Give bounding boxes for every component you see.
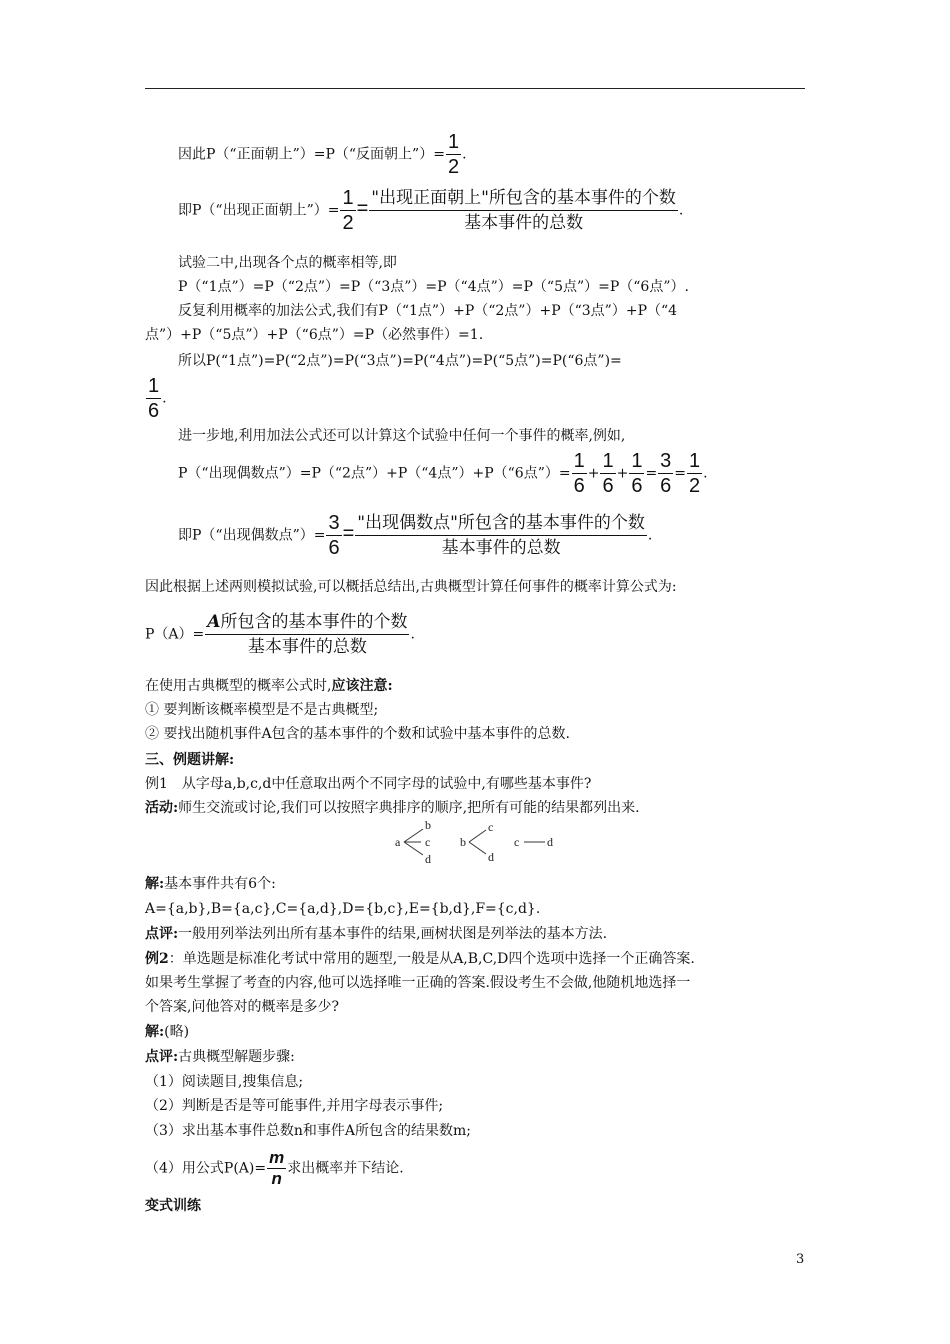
page-number: 3 [796,1252,805,1267]
tree-node-c: c [514,835,520,849]
list-item: （4）用公式P(A)= $\frac{m}{n}$ 求出概率并下结论. [145,1148,404,1188]
fraction: $\frac{1}{6}$ [602,450,614,497]
fraction: $\frac{1}{6}$ [631,450,643,497]
line-general-formula: P（A）= $\frac{\text{A所包含的基本事件的个数}}{\text{基本事件的总数}}$ . [145,612,415,657]
fraction-three-sixths: $\frac{3}{6}$ [328,512,340,559]
tree-node-d: d [547,835,553,849]
section-heading: 变式训练 [145,1198,201,1214]
list-item: ② 要找出随机事件A包含的基本事件的个数和试验中基本事件的总数. [145,726,571,742]
fraction: $\frac{3}{6}$ [660,450,672,497]
paragraph-text: 解:(略) [145,1024,190,1040]
fraction-m-over-n: $\frac{m}{n}$ [269,1148,285,1188]
paragraph-text: 如果考生掌握了考查的内容,他可以选择唯一正确的答案.假设考生不会做,他随机地选择一 [145,975,691,991]
fraction-general-formula: $\frac{\text{A所包含的基本事件的个数}}{\text{基本事件的总数}}$ [207,612,408,657]
paragraph-text: 所以P(“1点”)=P(“2点”)=P(“3点”)=P(“4点”)=P(“5点”)=P(“6点”)= [178,353,622,369]
line-coin-formula: 即P（“出现正面朝上”）= $\frac{1}{2}$ = $\frac{\text{"出现正面朝上"所包含的基本事件的个数}}{\text{基本事件的总数}}$ . [178,187,684,234]
section-heading: 三、例题讲解: [145,752,235,768]
list-item: ① 要判断该概率模型是不是古典概型; [145,702,379,718]
fraction-one-half: $\frac{1}{2}$ [342,187,354,234]
paragraph-text: 点评:古典概型解题步骤: [145,1049,295,1065]
list-item: （1）阅读题目,搜集信息; [145,1074,304,1090]
line-even-sum: P（“出现偶数点”）=P（“2点”）+P（“4点”）+P（“6点”）= $\frac{1}{6}$ + $\frac{1}{6}$ + $\frac{1}{6}$ = $\frac{3}{6}$ = $\frac{1}{2}$ . [178,450,708,497]
line-even-formula: 即P（“出现偶数点”）= $\frac{3}{6}$ = $\frac{\text{"出现偶数点"所包含的基本事件的个数}}{\text{基本事件的总数}}$ . [178,512,653,559]
line-coin-equal-prob: 因此P（“正面朝上”）=P（“反面朝上”）= $\frac{1}{2}$ . [178,131,467,178]
fraction-one-sixth: $\frac{1}{6}$ [148,375,160,422]
paragraph-text: 在使用古典概型的概率公式时,应该注意: [145,678,393,694]
paragraph-text: 个答案,问他答对的概率是多少? [145,999,339,1015]
tree-node-a: a [395,835,401,849]
tree-node-d: d [488,850,494,864]
fraction: $\frac{1}{6}$ [573,450,585,497]
fraction-even-count-formula: $\frac{\text{"出现偶数点"所包含的基本事件的个数}}{\text{基本事件的总数}}$ [357,513,645,558]
tree-node-b: b [425,818,431,832]
tree-node-c: c [425,835,431,849]
line-one-sixth: $\frac{1}{6}$ . [148,375,167,422]
tree-node-c: c [488,820,494,834]
paragraph-text: P（“1点”）=P（“2点”）=P（“3点”）=P（“4点”）=P（“5点”）=P（“6点”）. [178,279,689,295]
example-1: 例1 从字母a,b,c,d中任意取出两个不同字母的试验中,有哪些基本事件? [145,776,592,792]
tree-diagram [393,818,563,868]
fraction: $\frac{1}{2}$ [689,450,701,497]
example-2: 例2：单选题是标准化考试中常用的题型,一般是从A,B,C,D四个选项中选择一个正确答案. [145,951,695,967]
paragraph-text: 反复利用概率的加法公式,我们有P（“1点”）+P（“2点”）+P（“3点”）+P（“4 [178,303,678,319]
tree-node-b: b [460,835,466,849]
paragraph-text: 进一步地,利用加法公式还可以计算这个试验中任何一个事件的概率,例如, [178,428,626,444]
list-item: （3）求出基本事件总数n和事件A所包含的结果数m; [145,1123,472,1139]
paragraph-text: 点”）+P（“5点”）+P（“6点”）=P（必然事件）=1. [145,327,484,343]
paragraph-text: 点评:一般用列举法列出所有基本事件的结果,画树状图是列举法的基本方法. [145,926,608,942]
paragraph-text: 解:基本事件共有6个: [145,876,276,892]
paragraph-text: A={a,b},B={a,c},C={a,d},D={b,c},E={b,d},F={c,d}. [145,901,541,917]
paragraph-text: 活动:师生交流或讨论,我们可以按照字典排序的顺序,把所有可能的结果都列出来. [145,800,640,816]
fraction-one-half: $\frac{1}{2}$ [447,131,460,178]
paragraph-text: 试验二中,出现各个点的概率相等,即 [178,255,397,271]
paragraph-text: 因此根据上述两则模拟试验,可以概括总结出,古典概型计算任何事件的概率计算公式为: [145,579,677,595]
tree-node-d: d [425,852,431,866]
header-rule [145,88,805,89]
fraction-coin-count-formula: $\frac{\text{"出现正面朝上"所包含的基本事件的个数}}{\text{基本事件的总数}}$ [371,188,676,233]
list-item: （2）判断是否是等可能事件,并用字母表示事件; [145,1098,444,1114]
